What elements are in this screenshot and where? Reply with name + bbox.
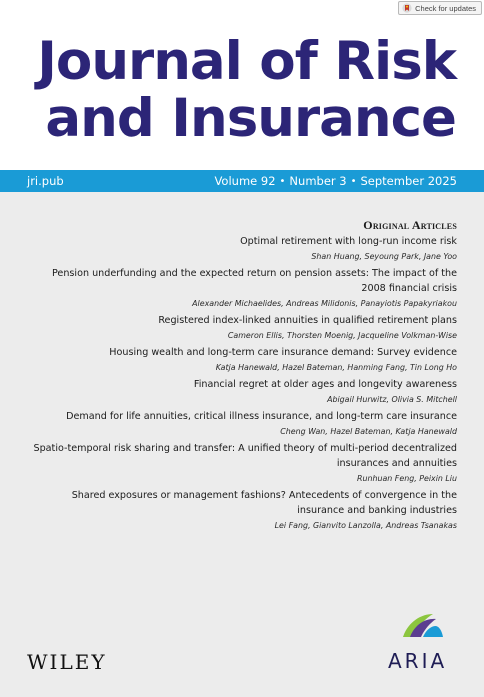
article-title[interactable]: Registered index-linked annuities in qualified retirement plans: [158, 315, 457, 326]
journal-title-line-2: and Insurance: [45, 88, 456, 149]
bookmark-update-icon: [402, 3, 412, 13]
article-entry[interactable]: [28, 441, 457, 485]
article-authors: Runhuan Feng, Peixin Liu: [356, 474, 457, 483]
article-title[interactable]: Spatio-temporal risk sharing and transfer: A unified theory of multi-period decentralized insurances and annuities: [33, 443, 457, 469]
issue-info: [214, 174, 457, 188]
article-entry[interactable]: [28, 345, 457, 374]
journal-title-line-1: Journal of Risk: [37, 31, 456, 92]
aria-logo-icon: [399, 610, 445, 642]
article-title[interactable]: Financial regret at older ages and longevity awareness: [193, 379, 457, 390]
table-of-contents: [28, 218, 457, 535]
article-title[interactable]: Demand for life annuities, critical illness insurance, and long-term care insurance: [66, 411, 457, 422]
check-for-updates-label: Check for updates: [415, 3, 476, 13]
article-authors: Lei Fang, Gianvito Lanzolla, Andreas Tsanakas: [274, 521, 457, 530]
journal-url[interactable]: jri.pub: [27, 174, 64, 188]
article-title[interactable]: Shared exposures or management fashions? Antecedents of convergence in the insurance and banking industries: [71, 490, 457, 516]
article-authors: Shan Huang, Seyoung Park, Jane Yoo: [311, 252, 457, 261]
article-authors: Cheng Wan, Hazel Bateman, Katja Hanewald: [280, 427, 457, 436]
separator-dot: •: [279, 176, 286, 187]
article-entry[interactable]: [28, 234, 457, 263]
article-entry[interactable]: [28, 313, 457, 342]
volume-label: Volume 92: [214, 174, 276, 188]
issue-band: [0, 170, 484, 192]
check-for-updates-badge[interactable]: [398, 1, 482, 15]
article-authors: Abigail Hurwitz, Olivia S. Mitchell: [327, 395, 457, 404]
section-heading: Original Articles: [363, 218, 457, 232]
article-title[interactable]: Optimal retirement with long-run income risk: [240, 236, 457, 247]
separator-dot: •: [350, 176, 357, 187]
article-title[interactable]: Housing wealth and long-term care insurance demand: Survey evidence: [109, 347, 457, 358]
article-authors: Alexander Michaelides, Andreas Milidonis, Panayiotis Papakyriakou: [192, 299, 457, 308]
date-label: September 2025: [360, 174, 457, 188]
article-entry[interactable]: [28, 377, 457, 406]
article-entry[interactable]: [28, 266, 457, 310]
number-label: Number 3: [289, 174, 347, 188]
aria-wordmark: ARIA: [388, 649, 448, 673]
article-authors: Katja Hanewald, Hazel Bateman, Hanming Fang, Tin Long Ho: [215, 363, 457, 372]
article-entry[interactable]: [28, 409, 457, 438]
article-title[interactable]: Pension underfunding and the expected return on pension assets: The impact of the 2008 financial crisis: [51, 268, 457, 294]
wiley-logo: WILEY: [27, 650, 107, 674]
cover-header: [0, 0, 484, 170]
journal-title: [37, 33, 456, 147]
article-entry[interactable]: [28, 488, 457, 532]
article-authors: Cameron Ellis, Thorsten Moenig, Jacqueline Volkman-Wise: [227, 331, 457, 340]
